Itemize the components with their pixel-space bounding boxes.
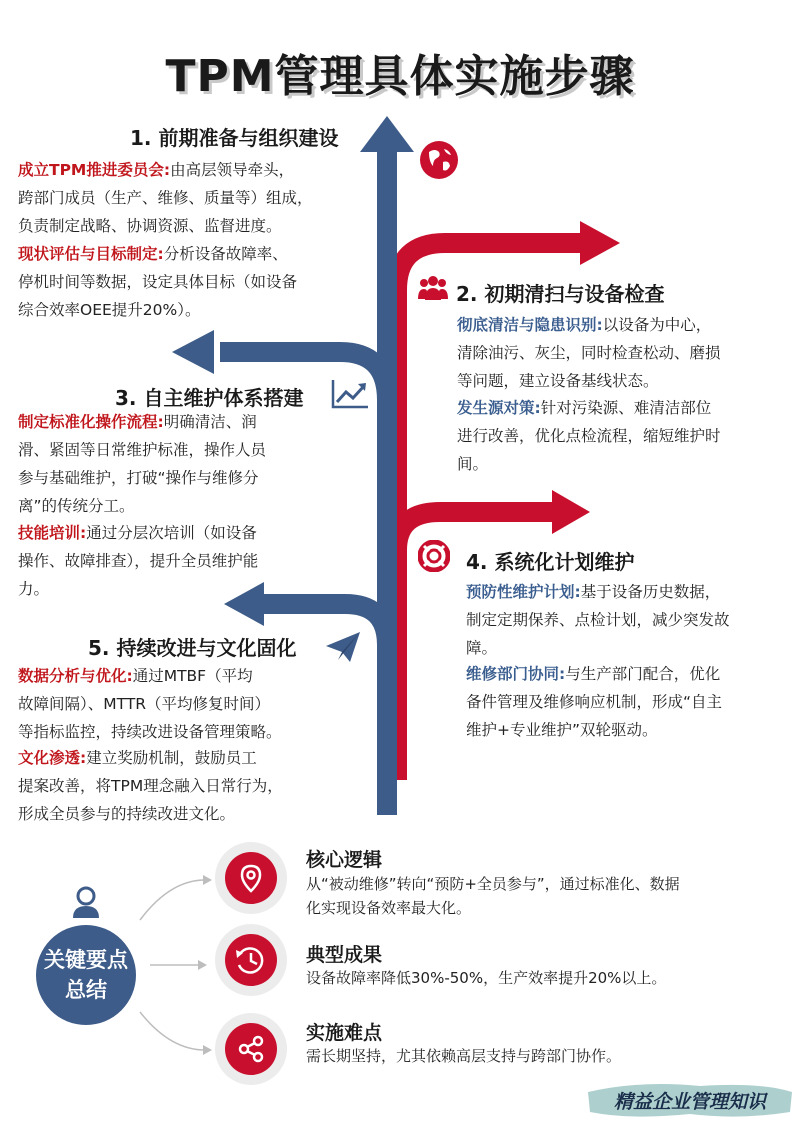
text-line: 停机时间等数据，设定具体目标（如设备 — [18, 273, 298, 291]
step4-heading: 4. 系统化计划维护 — [466, 550, 635, 574]
text-line: 建立奖励机制，鼓励员工 — [86, 749, 257, 767]
summary-title-typical-results: 典型成果 — [306, 944, 383, 966]
text-line: 分析设备故障率、 — [163, 245, 288, 263]
step4-item1-label: 预防性维护计划: — [466, 583, 581, 601]
text-line: 等指标监控，持续改进设备管理策略。 — [18, 723, 282, 741]
step2-item2-label: 发生源对策: — [457, 399, 541, 417]
step1-item2-label: 现状评估与目标制定: — [18, 245, 164, 263]
text-line: 通过分层次培训（如设备 — [86, 524, 257, 542]
page-title: TPM管理具体实施步骤 — [165, 51, 635, 102]
text-line: 以设备为中心， — [602, 316, 712, 334]
text-line: 提案改善，将TPM理念融入日常行为， — [18, 777, 283, 795]
text-line: 等问题，建立设备基线状态。 — [457, 372, 659, 390]
text-line: 障。 — [466, 639, 498, 657]
text-line: 基于设备历史数据， — [580, 583, 721, 601]
step5-item2-label: 文化渗透: — [18, 749, 87, 767]
text-line: 明确清洁、润 — [163, 413, 257, 431]
text-line: 滑、紧固等日常维护标准，操作人员 — [18, 441, 267, 459]
watermark-text: 精益企业管理知识 — [613, 1090, 766, 1113]
text-line: 故障间隔）、MTTR（平均修复时间） — [18, 695, 271, 713]
step1-heading: 1. 前期准备与组织建设 — [130, 126, 339, 150]
text-line: 化实现设备效率最大化。 — [306, 899, 472, 917]
text-line: 通过MTBF（平均 — [132, 667, 253, 685]
text-line: 从“被动维修”转向“预防+全员参与”，通过标准化、数据 — [306, 875, 680, 893]
step4-item2-label: 维修部门协同: — [466, 665, 566, 683]
text-line: 进行改善，优化点检流程，缩短维护时 — [457, 427, 721, 445]
text-line: 操作、故障排查），提升全员维护能 — [18, 552, 259, 570]
summary-title-core-logic: 核心逻辑 — [306, 849, 383, 871]
text-line: 维护+专业维护”双轮驱动。 — [466, 721, 658, 739]
step2-heading: 2. 初期清扫与设备检查 — [456, 282, 665, 306]
text-line: 跨部门成员（生产、维修、质量等）组成， — [18, 189, 313, 207]
text-line: 针对污染源、难清洁部位 — [540, 399, 712, 417]
text-line: 备件管理及维修响应机制，形成“自主 — [466, 693, 723, 711]
step2-item1-label: 彻底清洁与隐患识别: — [457, 316, 603, 334]
text-line: 负责制定战略、协调资源、监督进度。 — [18, 217, 282, 235]
text-line: 清除油污、灰尘，同时检查松动、磨损 — [457, 344, 721, 362]
text-line: 设备故障率降低30%-50%，生产效率提升20%以上。 — [306, 969, 667, 987]
text-line: 参与基础维护，打破“操作与维修分 — [18, 469, 259, 487]
text-line: 由高层领导牵头， — [170, 161, 295, 179]
text-line: 间。 — [457, 455, 489, 473]
step5-item1-label: 数据分析与优化: — [18, 667, 133, 685]
step3-item1-label: 制定标准化操作流程: — [18, 413, 164, 431]
step5-heading: 5. 持续改进与文化固化 — [88, 636, 297, 660]
text-line: 制定定期保养、点检计划，减少突发故 — [466, 611, 730, 629]
summary-title-implementation-difficulty: 实施难点 — [306, 1022, 383, 1044]
badge-line: 总结 — [65, 978, 107, 1002]
text-line: 形成全员参与的持续改进文化。 — [18, 805, 236, 823]
badge-line: 关键要点 — [44, 948, 128, 972]
text-line: 离”的传统分工。 — [18, 497, 135, 515]
step3-heading: 3. 自主维护体系搭建 — [115, 386, 304, 410]
text-line: 力。 — [18, 580, 50, 598]
text-line: 需长期坚持，尤其依赖高层支持与跨部门协作。 — [306, 1047, 622, 1065]
step3-item2-label: 技能培训: — [18, 524, 87, 542]
text-line: 与生产部门配合，优化 — [565, 665, 721, 683]
step1-item1-label: 成立TPM推进委员会: — [18, 161, 171, 179]
text-line: 综合效率OEE提升20%）。 — [18, 301, 201, 319]
